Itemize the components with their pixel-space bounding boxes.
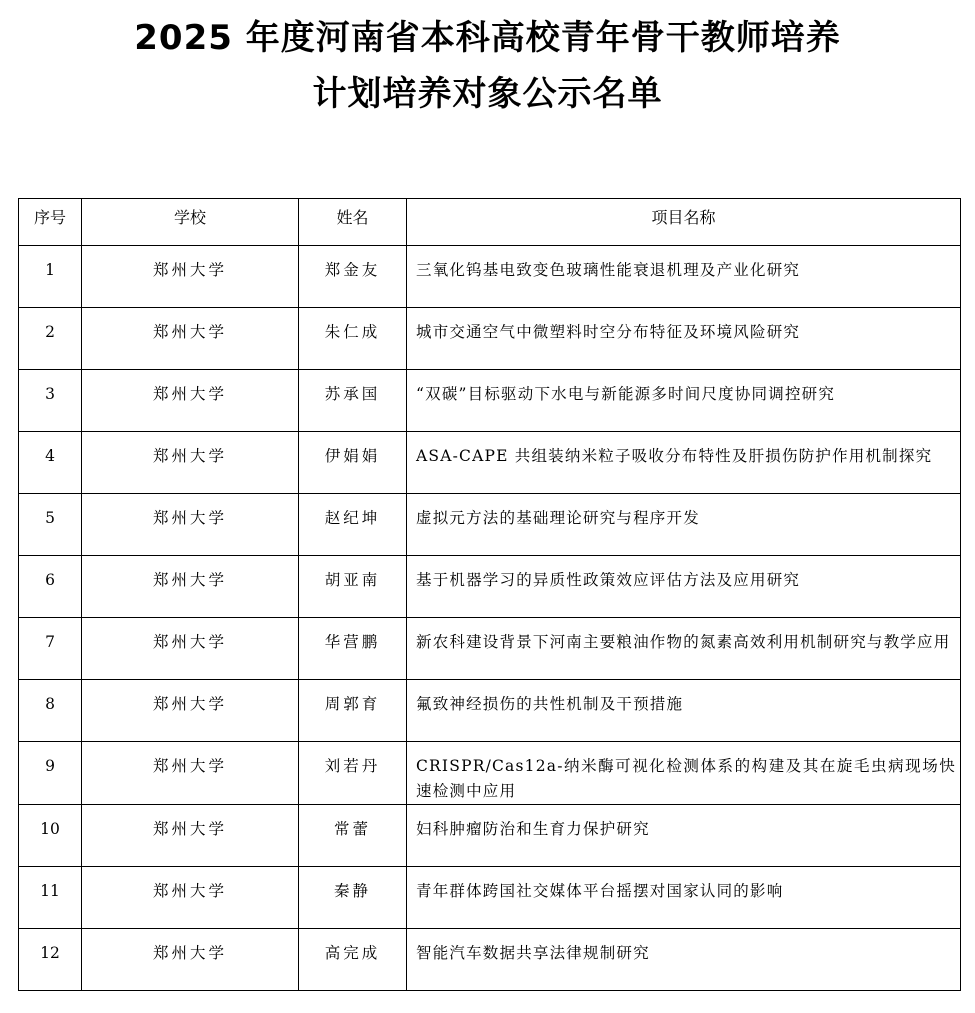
- cell-school: 郑州大学: [82, 867, 299, 929]
- table-row: [19, 556, 961, 618]
- cell-project: 三氧化钨基电致变色玻璃性能衰退机理及产业化研究: [407, 246, 961, 308]
- cell-project: 城市交通空气中微塑料时空分布特征及环境风险研究: [407, 308, 961, 370]
- cell-no: 12: [19, 929, 82, 991]
- page-title-line-1: 2025 年度河南省本科高校青年骨干教师培养: [134, 18, 841, 58]
- cell-name: 周郭育: [299, 680, 407, 742]
- table-row: [19, 805, 961, 867]
- cell-no: 1: [19, 246, 82, 308]
- cell-school: 郑州大学: [82, 805, 299, 867]
- page-title-line-2: 计划培养对象公示名单: [312, 74, 663, 114]
- cell-name: 刘若丹: [299, 742, 407, 805]
- cell-name: 华营鹏: [299, 618, 407, 680]
- cell-school: 郑州大学: [82, 370, 299, 432]
- header-project: 项目名称: [407, 199, 961, 246]
- header-school: 学校: [82, 199, 299, 246]
- cell-project: 智能汽车数据共享法律规制研究: [407, 929, 961, 991]
- table-row: [19, 494, 961, 556]
- table-body: [19, 246, 961, 991]
- cell-school: 郑州大学: [82, 680, 299, 742]
- cell-name: 伊娟娟: [299, 432, 407, 494]
- cell-no: 11: [19, 867, 82, 929]
- cell-name: 秦静: [299, 867, 407, 929]
- cell-school: 郑州大学: [82, 556, 299, 618]
- cell-name: 胡亚南: [299, 556, 407, 618]
- header-row: [19, 199, 961, 246]
- cell-school: 郑州大学: [82, 494, 299, 556]
- cell-no: 10: [19, 805, 82, 867]
- cell-project: “双碳”目标驱动下水电与新能源多时间尺度协同调控研究: [407, 370, 961, 432]
- table-row: [19, 680, 961, 742]
- cell-project: ASA-CAPE 共组装纳米粒子吸收分布特性及肝损伤防护作用机制探究: [407, 432, 961, 494]
- cell-name: 朱仁成: [299, 308, 407, 370]
- header-name: 姓名: [299, 199, 407, 246]
- cell-school: 郑州大学: [82, 742, 299, 805]
- cell-no: 3: [19, 370, 82, 432]
- table-row: [19, 929, 961, 991]
- roster-table: [18, 198, 961, 991]
- cell-project: 基于机器学习的异质性政策效应评估方法及应用研究: [407, 556, 961, 618]
- cell-school: 郑州大学: [82, 432, 299, 494]
- cell-no: 8: [19, 680, 82, 742]
- cell-project: CRISPR/Cas12a-纳米酶可视化检测体系的构建及其在旋毛虫病现场快速检测中应用: [407, 742, 961, 805]
- header-no: 序号: [19, 199, 82, 246]
- table-header: [19, 199, 961, 246]
- cell-name: 苏承国: [299, 370, 407, 432]
- cell-project: 青年群体跨国社交媒体平台摇摆对国家认同的影响: [407, 867, 961, 929]
- cell-no: 5: [19, 494, 82, 556]
- cell-school: 郑州大学: [82, 246, 299, 308]
- cell-no: 2: [19, 308, 82, 370]
- cell-no: 7: [19, 618, 82, 680]
- table-row: [19, 867, 961, 929]
- cell-no: 6: [19, 556, 82, 618]
- cell-name: 郑金友: [299, 246, 407, 308]
- cell-project: 妇科肿瘤防治和生育力保护研究: [407, 805, 961, 867]
- cell-no: 9: [19, 742, 82, 805]
- cell-project: 氟致神经损伤的共性机制及干预措施: [407, 680, 961, 742]
- table-row: [19, 742, 961, 805]
- cell-project: 虚拟元方法的基础理论研究与程序开发: [407, 494, 961, 556]
- cell-no: 4: [19, 432, 82, 494]
- cell-name: 高完成: [299, 929, 407, 991]
- cell-school: 郑州大学: [82, 929, 299, 991]
- table-row: [19, 308, 961, 370]
- table-row: [19, 246, 961, 308]
- table-row: [19, 370, 961, 432]
- cell-name: 常蕾: [299, 805, 407, 867]
- cell-school: 郑州大学: [82, 618, 299, 680]
- cell-project: 新农科建设背景下河南主要粮油作物的氮素高效利用机制研究与教学应用: [407, 618, 961, 680]
- table-row: [19, 432, 961, 494]
- cell-name: 赵纪坤: [299, 494, 407, 556]
- cell-school: 郑州大学: [82, 308, 299, 370]
- table-row: [19, 618, 961, 680]
